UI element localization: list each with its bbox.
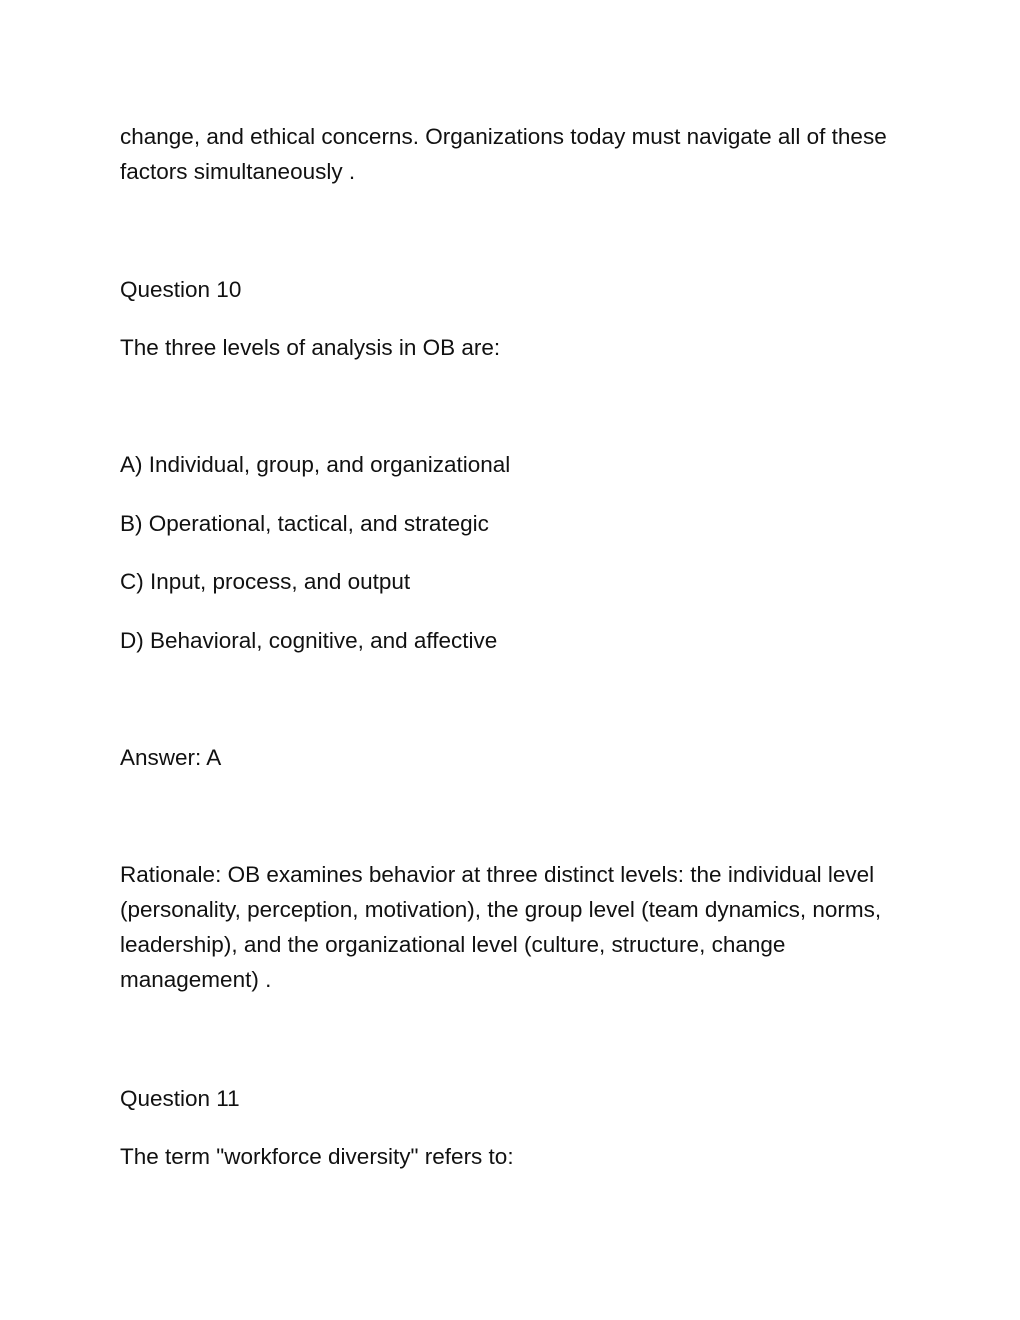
question-11-heading: Question 11 xyxy=(120,1086,240,1111)
answer-line: Answer: A xyxy=(120,745,222,770)
question-11-prompt: The term "workforce diversity" refers to: xyxy=(120,1144,514,1169)
option-d: D) Behavioral, cognitive, and affective xyxy=(120,628,498,653)
intro-paragraph: change, and ethical concerns. Organizations today must navigate all of these factors simultaneously . xyxy=(120,124,887,184)
rationale-paragraph: Rationale: OB examines behavior at three distinct levels: the individual level (personality, perception, motivation), the group level (team dynamics, norms, leadership), and the organizational level (culture, structure, change management) . xyxy=(120,862,882,992)
question-10-heading: Question 10 xyxy=(120,277,242,302)
option-c: C) Input, process, and output xyxy=(120,569,411,594)
question-10-prompt: The three levels of analysis in OB are: xyxy=(120,335,501,360)
option-b: B) Operational, tactical, and strategic xyxy=(120,511,489,536)
option-a: A) Individual, group, and organizational xyxy=(120,452,511,477)
